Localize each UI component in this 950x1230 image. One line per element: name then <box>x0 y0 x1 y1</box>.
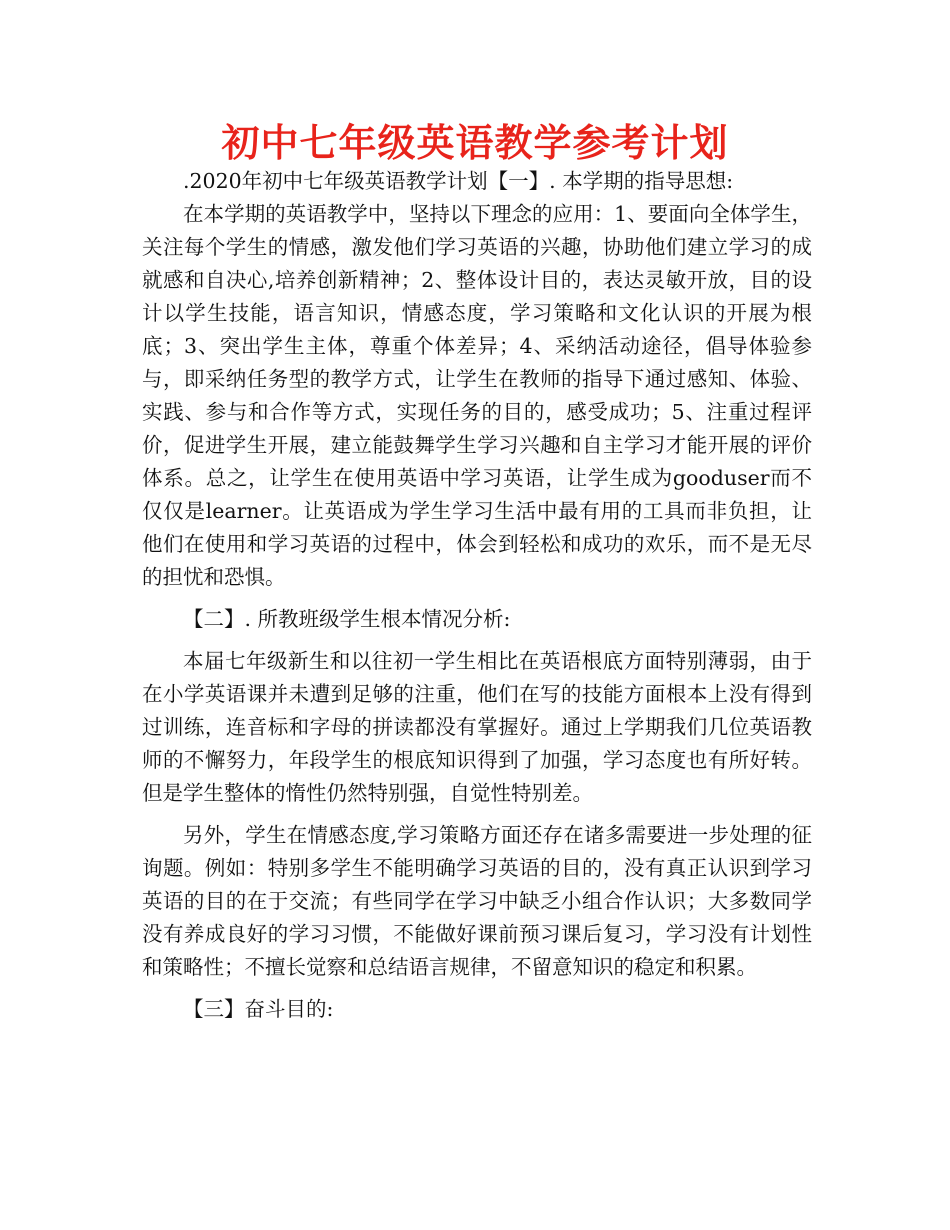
document-title: 初中七年级英语教学参考计划 <box>221 121 729 165</box>
section-three-heading: 【三】奋斗目的: <box>183 997 334 1021</box>
paragraph-additional-issues: 另外，学生在情感态度,学习策略方面还存在诸多需要进一步处理的征询题。例如：特别多学生不能明确学习英语的目的，没有真正认识到学习英语的目的在于交流；有些同学在学习中缺乏小组合作认识；大多数同学没有养成良好的学习习惯，不能做好课前预习课后复习，学习没有计划性和策略性；不擅长觉察和总结语言规律，不留意知识的稳定和积累。 <box>142 823 812 979</box>
section-two-heading: 【二】. 所教班级学生根本情况分析: <box>183 607 511 631</box>
section-one-heading: .2020年初中七年级英语教学计划【一】. 本学期的指导思想: <box>183 169 734 193</box>
document-body <box>142 165 812 1026</box>
paragraph-guiding-ideas: 在本学期的英语教学中，坚持以下理念的应用：1、要面向全体学生，关注每个学生的情感，激发他们学习英语的兴趣，协助他们建立学习的成就感和自决心,培养创新精神；2、整体设计目的，表达灵敏开放，目的设计以学生技能，语言知识，情感态度，学习策略和文化认识的开展为根底；3、突出学生主体，尊重个体差异；4、采纳活动途径，倡导体验参与，即采纳任务型的教学方式，让学生在教师的指导下通过感知、体验、实践、参与和合作等方式，实现任务的目的，感受成功；5、注重过程评价，促进学生开展，建立能鼓舞学生学习兴趣和自主学习才能开展的评价体系。总之，让学生在使用英语中学习英语，让学生成为gooduser而不仅仅是learner。让英语成为学生学习生活中最有用的工具而非负担，让他们在使用和学习英语的过程中，体会到轻松和成功的欢乐，而不是无尽的担忧和恐惧。 <box>142 202 812 589</box>
paragraph-student-analysis: 本届七年级新生和以往初一学生相比在英语根底方面特别薄弱，由于在小学英语课并未遭到足够的注重，他们在写的技能方面根本上没有得到过训练，连音标和字母的拼读都没有掌握好。通过上学期我们几位英语教师的不懈努力，年段学生的根底知识得到了加强，学习态度也有所好转。但是学生整体的惰性仍然特别强，自觉性特别差。 <box>142 649 812 805</box>
